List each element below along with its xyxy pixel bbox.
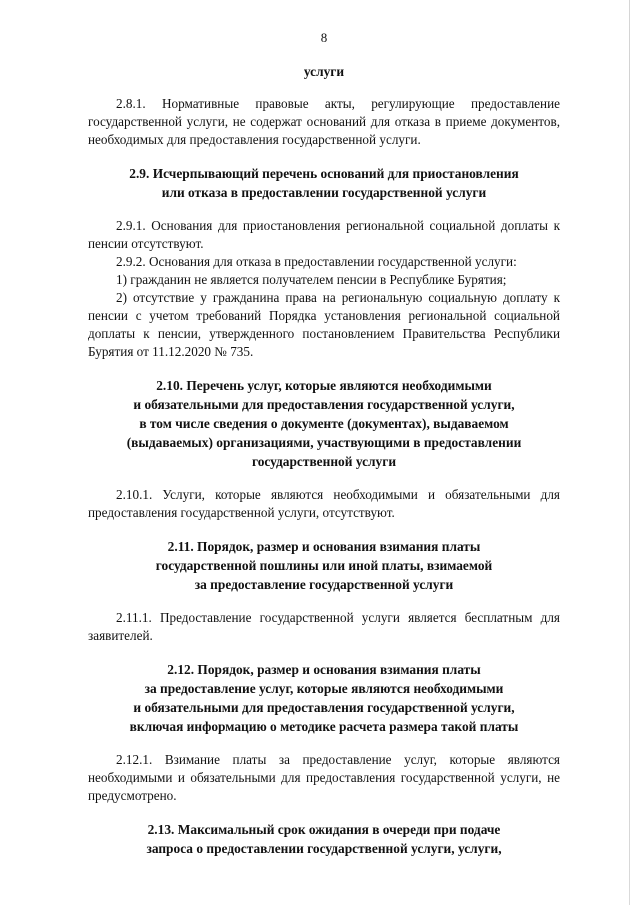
paragraph: 2.9.2. Основания для отказа в предоставлении государственной услуги:: [116, 254, 517, 269]
heading-line: и обязательными для предоставления государственной услуги,: [133, 700, 515, 715]
heading-line: государственной услуги: [251, 454, 397, 469]
paragraph: 2.10.1. Услуги, которые являются необходимыми и обязательными для предоставления государственной услуги, отсутствуют.: [88, 487, 560, 520]
heading-line: 2.11. Порядок, размер и основания взимания платы: [167, 539, 481, 554]
scan-edge-line: [629, 0, 630, 905]
paragraph: 2) отсутствие у гражданина права на региональную социальную доплату к пенсии с учетом требований Порядка установления региональной социальной доплаты к пенсии, утвержденного постановлением Правительства Республики Бурятия от 11.12.2020 № 735.: [88, 290, 560, 359]
heading-line: в том числе сведения о документе (документах), выдаваемом: [139, 416, 509, 431]
paragraph: 2.12.1. Взимание платы за предоставление услуг, которые являются необходимыми и обязательными для предоставления государственной услуги, не предусмотрено.: [88, 752, 560, 803]
section-heading: [88, 660, 560, 736]
section-heading: [88, 537, 560, 594]
heading-line: государственной пошлины или иной платы, взимаемой: [155, 558, 493, 573]
paragraph: 2.9.1. Основания для приостановления региональной социальной доплаты к пенсии отсутствуют.: [88, 218, 560, 251]
section-heading: [88, 164, 560, 202]
heading-line: за предоставление государственной услуги: [194, 577, 454, 592]
document-page: [88, 0, 560, 905]
paragraph: 2.8.1. Нормативные правовые акты, регулирующие предоставление государственной услуги, не содержат оснований для отказа в приеме документов, необходимых для предоставления государственной услуги.: [88, 96, 560, 147]
heading-line: или отказа в предоставлении государственной услуги: [161, 185, 487, 200]
heading-line: включая информацию о методике расчета размера такой платы: [129, 719, 519, 734]
section-heading: [88, 62, 560, 81]
document-body: [88, 62, 560, 858]
heading-line: 2.9. Исчерпывающий перечень оснований для приостановления: [129, 166, 519, 181]
heading-line: запроса о предоставлении государственной услуги, услуги,: [146, 841, 502, 856]
page-number: 8: [320, 30, 328, 45]
paragraph: 2.11.1. Предоставление государственной услуги является бесплатным для заявителей.: [88, 610, 560, 643]
heading-line: услуги: [303, 64, 345, 79]
heading-line: (выдаваемых) организациями, участвующими в предоставлении: [126, 435, 522, 450]
heading-line: и обязательными для предоставления государственной услуги,: [133, 397, 515, 412]
heading-line: 2.10. Перечень услуг, которые являются необходимыми: [156, 378, 492, 393]
paragraph: 1) гражданин не является получателем пенсии в Республике Бурятия;: [116, 272, 507, 287]
heading-line: 2.13. Максимальный срок ожидания в очереди при подаче: [147, 822, 501, 837]
heading-line: 2.12. Порядок, размер и основания взимания платы: [167, 662, 481, 677]
heading-line: за предоставление услуг, которые являются необходимыми: [144, 681, 504, 696]
section-heading: [88, 820, 560, 858]
section-heading: [88, 376, 560, 471]
